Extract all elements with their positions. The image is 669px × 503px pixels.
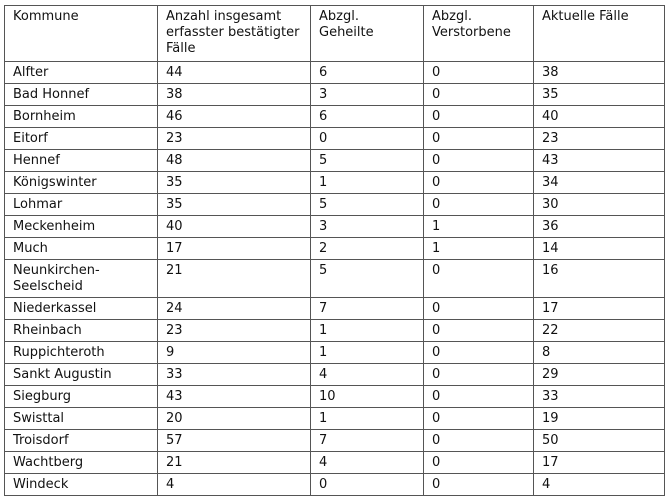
cell-verstorbene: 0 — [424, 62, 534, 84]
table-row — [5, 364, 665, 386]
table-row — [5, 408, 665, 430]
table-row — [5, 128, 665, 150]
cell-kommune: Meckenheim — [5, 216, 158, 238]
cell-verstorbene: 0 — [424, 386, 534, 408]
cell-geheilte: 2 — [311, 238, 424, 260]
cell-verstorbene: 0 — [424, 150, 534, 172]
table-body — [5, 62, 665, 496]
cell-gesamt: 17 — [158, 238, 311, 260]
cell-kommune: Alfter — [5, 62, 158, 84]
cell-geheilte: 10 — [311, 386, 424, 408]
table-row — [5, 238, 665, 260]
cell-gesamt: 23 — [158, 128, 311, 150]
table-row — [5, 386, 665, 408]
cases-by-municipality-table — [4, 5, 665, 496]
cell-aktuell: 36 — [534, 216, 665, 238]
cell-geheilte: 1 — [311, 408, 424, 430]
table-row — [5, 430, 665, 452]
cell-kommune: Sankt Augustin — [5, 364, 158, 386]
cell-kommune: Wachtberg — [5, 452, 158, 474]
cell-verstorbene: 0 — [424, 364, 534, 386]
cell-kommune: Swisttal — [5, 408, 158, 430]
cell-aktuell: 40 — [534, 106, 665, 128]
cell-kommune: Bad Honnef — [5, 84, 158, 106]
cell-verstorbene: 0 — [424, 260, 534, 298]
cell-gesamt: 46 — [158, 106, 311, 128]
cell-aktuell: 38 — [534, 62, 665, 84]
cell-gesamt: 38 — [158, 84, 311, 106]
cell-gesamt: 23 — [158, 320, 311, 342]
cell-gesamt: 4 — [158, 474, 311, 496]
table-row — [5, 194, 665, 216]
cell-aktuell: 22 — [534, 320, 665, 342]
cell-aktuell: 29 — [534, 364, 665, 386]
header-geheilte: Abzgl. Geheilte — [311, 6, 424, 62]
cases-table-container — [4, 5, 665, 496]
cell-gesamt: 35 — [158, 172, 311, 194]
cell-aktuell: 17 — [534, 298, 665, 320]
cell-aktuell: 35 — [534, 84, 665, 106]
cell-verstorbene: 0 — [424, 430, 534, 452]
cell-aktuell: 8 — [534, 342, 665, 364]
cell-kommune: Siegburg — [5, 386, 158, 408]
table-row — [5, 150, 665, 172]
cell-gesamt: 35 — [158, 194, 311, 216]
cell-aktuell: 17 — [534, 452, 665, 474]
table-row — [5, 260, 665, 298]
cell-kommune: Bornheim — [5, 106, 158, 128]
cell-geheilte: 6 — [311, 62, 424, 84]
cell-kommune: Windeck — [5, 474, 158, 496]
cell-geheilte: 3 — [311, 216, 424, 238]
table-row — [5, 342, 665, 364]
cell-geheilte: 7 — [311, 430, 424, 452]
cell-gesamt: 44 — [158, 62, 311, 84]
cell-gesamt: 40 — [158, 216, 311, 238]
table-row — [5, 62, 665, 84]
cell-kommune: Much — [5, 238, 158, 260]
cell-geheilte: 1 — [311, 342, 424, 364]
cell-aktuell: 33 — [534, 386, 665, 408]
cell-aktuell: 23 — [534, 128, 665, 150]
cell-geheilte: 4 — [311, 364, 424, 386]
cell-verstorbene: 0 — [424, 172, 534, 194]
header-kommune: Kommune — [5, 6, 158, 62]
cell-gesamt: 21 — [158, 260, 311, 298]
cell-geheilte: 3 — [311, 84, 424, 106]
cell-kommune: Ruppichteroth — [5, 342, 158, 364]
cell-verstorbene: 0 — [424, 342, 534, 364]
cell-geheilte: 0 — [311, 474, 424, 496]
cell-kommune: Königswinter — [5, 172, 158, 194]
header-aktuell: Aktuelle Fälle — [534, 6, 665, 62]
table-row — [5, 106, 665, 128]
cell-geheilte: 1 — [311, 320, 424, 342]
cell-gesamt: 21 — [158, 452, 311, 474]
header-verstorbene: Abzgl. Verstorbene — [424, 6, 534, 62]
cell-kommune: Neunkirchen-Seelscheid — [5, 260, 158, 298]
cell-verstorbene: 0 — [424, 474, 534, 496]
cell-gesamt: 57 — [158, 430, 311, 452]
table-row — [5, 320, 665, 342]
table-row — [5, 172, 665, 194]
cell-aktuell: 50 — [534, 430, 665, 452]
cell-verstorbene: 0 — [424, 320, 534, 342]
cell-aktuell: 4 — [534, 474, 665, 496]
table-row — [5, 84, 665, 106]
cell-gesamt: 48 — [158, 150, 311, 172]
cell-gesamt: 43 — [158, 386, 311, 408]
table-row — [5, 216, 665, 238]
cell-kommune: Rheinbach — [5, 320, 158, 342]
cell-verstorbene: 1 — [424, 238, 534, 260]
cell-kommune: Eitorf — [5, 128, 158, 150]
cell-aktuell: 43 — [534, 150, 665, 172]
cell-verstorbene: 0 — [424, 128, 534, 150]
cell-aktuell: 19 — [534, 408, 665, 430]
cell-verstorbene: 0 — [424, 298, 534, 320]
cell-geheilte: 5 — [311, 260, 424, 298]
cell-verstorbene: 1 — [424, 216, 534, 238]
cell-verstorbene: 0 — [424, 106, 534, 128]
cell-kommune: Troisdorf — [5, 430, 158, 452]
cell-aktuell: 34 — [534, 172, 665, 194]
cell-geheilte: 1 — [311, 172, 424, 194]
cell-geheilte: 4 — [311, 452, 424, 474]
header-gesamt: Anzahl insgesamt erfasster bestätigter Fälle — [158, 6, 311, 62]
table-row — [5, 452, 665, 474]
table-row — [5, 298, 665, 320]
cell-verstorbene: 0 — [424, 84, 534, 106]
cell-kommune: Niederkassel — [5, 298, 158, 320]
cell-verstorbene: 0 — [424, 452, 534, 474]
cell-verstorbene: 0 — [424, 194, 534, 216]
cell-gesamt: 9 — [158, 342, 311, 364]
cell-gesamt: 33 — [158, 364, 311, 386]
cell-kommune: Lohmar — [5, 194, 158, 216]
cell-aktuell: 16 — [534, 260, 665, 298]
cell-geheilte: 0 — [311, 128, 424, 150]
cell-aktuell: 30 — [534, 194, 665, 216]
table-row — [5, 474, 665, 496]
cell-geheilte: 6 — [311, 106, 424, 128]
cell-geheilte: 5 — [311, 194, 424, 216]
cell-geheilte: 5 — [311, 150, 424, 172]
cell-aktuell: 14 — [534, 238, 665, 260]
cell-gesamt: 24 — [158, 298, 311, 320]
cell-gesamt: 20 — [158, 408, 311, 430]
cell-kommune: Hennef — [5, 150, 158, 172]
header-row — [5, 6, 665, 62]
cell-geheilte: 7 — [311, 298, 424, 320]
cell-verstorbene: 0 — [424, 408, 534, 430]
